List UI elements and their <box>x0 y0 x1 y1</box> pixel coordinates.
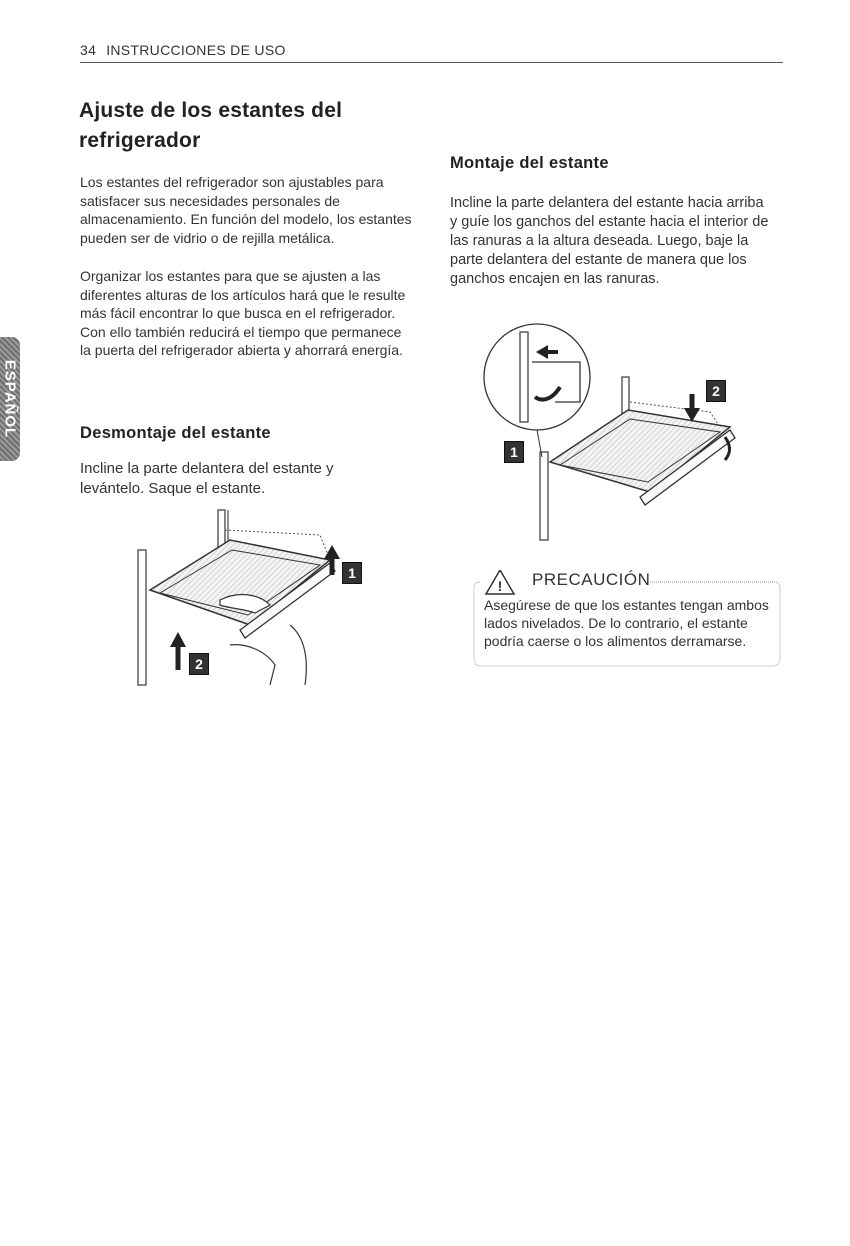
install-text: Incline la parte delantera del estante hacia arriba y guíe los ganchos del estante hacia el interior de las ranuras a la altura deseada. Luego, baje la parte delantera del estante de manera que los ganchos encajen en las ranuras. <box>450 195 769 287</box>
install-step-2-badge: 2 <box>706 380 726 402</box>
install-title: Montaje del estante <box>450 154 609 172</box>
removal-step-2-badge: 2 <box>189 653 209 675</box>
intro-paragraph-2: Organizar los estantes para que se ajusten a las diferentes alturas de los artículos hará que le resulte más fácil encontrar lo que busca en el refrigerador. Con ello también reducirá el tiempo que permanece la puerta del refrigerador abierta y ahorrará energía. <box>80 268 406 358</box>
intro-paragraph-1: Los estantes del refrigerador son ajustables para satisfacer sus necesidades personales de almacenamiento. En función del modelo, los estantes pueden ser de vidrio o de rejilla metálica. <box>80 174 412 246</box>
section-title: Ajuste de los estantes del refrigerador <box>79 99 343 152</box>
shelf-removal-illustration <box>120 505 390 690</box>
install-step-1-badge: 1 <box>504 441 524 463</box>
caution-text: Asegúrese de que los estantes tengan ambos lados nivelados. De lo contrario, el estante podría caerse o los alimentos derramarse. <box>484 597 769 649</box>
shelf-install-illustration <box>480 322 750 542</box>
removal-step-1-badge: 1 <box>342 562 362 584</box>
warning-icon <box>486 570 514 594</box>
page-header <box>80 42 783 63</box>
side-tab-label: ESPAÑOL <box>1 359 19 439</box>
caution-title: PRECAUCIÓN <box>532 570 651 589</box>
removal-text: Incline la parte delantera del estante y levántelo. Saque el estante. <box>80 460 334 497</box>
header-section: INSTRUCCIONES DE USO <box>106 42 286 58</box>
page-number: 34 <box>80 42 97 58</box>
caution-box <box>472 570 782 670</box>
removal-title: Desmontaje del estante <box>80 424 271 442</box>
language-side-tab <box>0 337 20 461</box>
svg-text:!: ! <box>497 578 503 594</box>
